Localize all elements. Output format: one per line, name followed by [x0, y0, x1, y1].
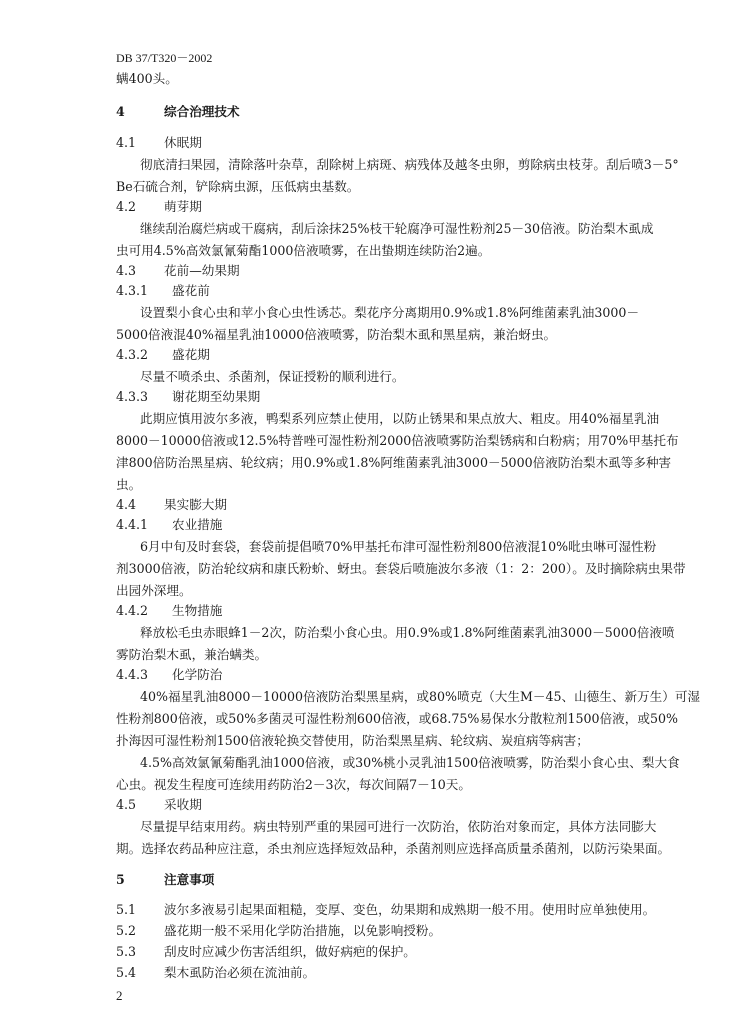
- paragraph-line: 期。选择农药品种应注意，杀虫剂应选择短效品种，杀菌剂则应选择高质量杀菌剂，以防污染果面。: [116, 841, 671, 856]
- section-heading-4-3-3: 4.3.3 谢花期至幼果期: [116, 389, 261, 404]
- list-item-5-2: 5.2 盛花期一般不采用化学防治措施，以免影响授粉。: [116, 923, 442, 938]
- section-heading-4-3-2: 4.3.2 盛花期: [116, 347, 210, 362]
- list-item-5-4: 5.4 梨木虱防治必须在流油前。: [116, 965, 316, 980]
- section-heading-4-4-1: 4.4.1 农业措施: [116, 517, 223, 532]
- section-heading-4: 4 综合治理技术: [116, 104, 240, 119]
- page-number: 2: [116, 988, 123, 1003]
- paragraph-line: 8000－10000倍液或12.5%特普唑可湿性粉剂2000倍液喷雾防治梨锈病和白粉病；用70%甲基托布: [116, 433, 679, 448]
- paragraph-line: 尽量不喷杀虫、杀菌剂，保证授粉的顺利进行。: [140, 369, 405, 384]
- section-heading-4-4-2: 4.4.2 生物措施: [116, 603, 223, 618]
- section-heading-4-4: 4.4 果实膨大期: [116, 497, 227, 512]
- paragraph-line: 尽量提早结束用药。病虫特别严重的果园可进行一次防治，依防治对象而定，具体方法同膨大: [140, 819, 657, 834]
- section-heading-4-2: 4.2 萌芽期: [116, 199, 202, 214]
- doc-code: DB 37/T320－2002: [116, 51, 213, 65]
- paragraph-line: 剂3000倍液，防治轮纹病和康氏粉蚧、蚜虫。套袋后喷施波尔多液（1：2：200）。及时摘除病虫果带: [116, 561, 686, 576]
- paragraph-line: Be石硫合剂，铲除病虫源，压低病虫基数。: [116, 179, 360, 194]
- paragraph-line: 雾防治梨木虱，兼治螨类。: [116, 647, 268, 662]
- list-item-5-3: 5.3 刮皮时应减少伤害活组织，做好病疤的保护。: [116, 944, 416, 959]
- paragraph-line: 出园外深埋。: [116, 583, 192, 598]
- paragraph-line: 彻底清扫果园，清除落叶杂草，刮除树上病斑、病残体及越冬虫卵，剪除病虫枝芽。刮后喷3－5°: [140, 157, 679, 172]
- paragraph-line: 5000倍液混40%福星乳油10000倍液喷雾，防治梨木虱和黑星病，兼治蚜虫。: [116, 327, 557, 342]
- paragraph-line: 6月中旬及时套袋，套袋前提倡喷70%甲基托布津可湿性粉剂800倍液混10%吡虫啉可湿性粉: [140, 539, 657, 554]
- section-heading-4-3: 4.3 花前—幼果期: [116, 263, 240, 278]
- paragraph-line: 津800倍防治黑星病、轮纹病；用0.9%或1.8%阿维菌素乳油3000－5000倍液防治梨木虱等多种害: [116, 455, 672, 470]
- section-heading-4-3-1: 4.3.1 盛花前: [116, 283, 210, 298]
- paragraph-line: 此期应慎用波尔多液，鸭梨系列应禁止使用，以防止锈果和果点放大、粗皮。用40%福星乳油: [140, 411, 660, 426]
- list-item-5-1: 5.1 波尔多液易引起果面粗糙，变厚、变色，幼果期和成熟期一般不用。使用时应单独使用。: [116, 902, 656, 917]
- section-heading-4-1: 4.1 休眠期: [116, 135, 202, 150]
- paragraph-line: 继续刮治腐烂病或干腐病，刮后涂抹25%枝干轮腐净可湿性粉剂25－30倍液。防治梨木虱成: [140, 221, 654, 236]
- paragraph-line: 4.5%高效氯氰菊酯乳油1000倍液，或30%桃小灵乳油1500倍液喷雾，防治梨小食心虫、梨大食: [140, 755, 680, 770]
- continuation-text: 螨400头。: [116, 71, 178, 86]
- paragraph-line: 40%福星乳油8000－10000倍液防治梨黑星病，或80%喷克（大生M－45、山德生、新万生）可湿: [140, 689, 701, 704]
- paragraph-line: 心虫。视发生程度可连续用药防治2－3次，每次间隔7－10天。: [116, 777, 471, 792]
- paragraph-line: 虫可用4.5%高效氯氰菊酯1000倍液喷雾，在出蛰期连续防治2遍。: [116, 243, 491, 258]
- section-heading-5: 5 注意事项: [116, 872, 215, 887]
- section-heading-4-4-3: 4.4.3 化学防治: [116, 667, 223, 682]
- paragraph-line: 性粉剂800倍液，或50%多菌灵可湿性粉剂600倍液，或68.75%易保水分散粒剂1500倍液，或50%: [116, 711, 678, 726]
- paragraph-line: 释放松毛虫赤眼蜂1－2次，防治梨小食心虫。用0.9%或1.8%阿维菌素乳油3000－5000倍液喷: [140, 625, 675, 640]
- paragraph-line: 虫。: [116, 477, 142, 492]
- section-heading-4-5: 4.5 采收期: [116, 797, 202, 812]
- paragraph-line: 扑海因可湿性粉剂1500倍液轮换交替使用，防治梨黑星病、轮纹病、炭疽病等病害；: [116, 733, 589, 748]
- paragraph-line: 设置梨小食心虫和苹小食心虫性诱芯。梨花序分离期用0.9%或1.8%阿维菌素乳油3000－: [140, 305, 640, 320]
